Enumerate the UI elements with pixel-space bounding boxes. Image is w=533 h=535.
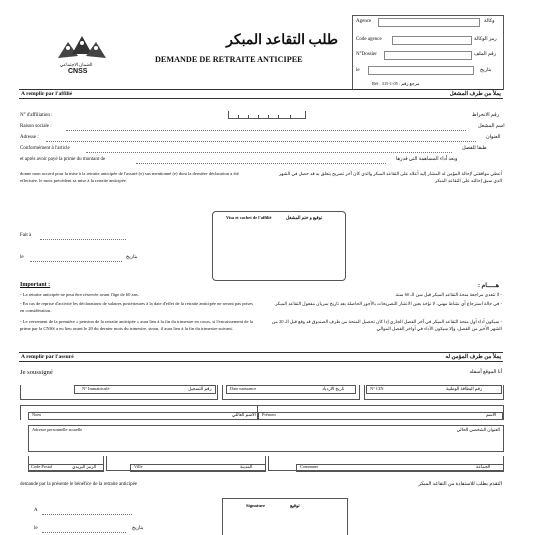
apres-avoir-label-ar: وبعد أداء المساهمة التي قدرها (396, 157, 458, 162)
section-assure-header (19, 352, 503, 362)
prenom-label: Prénom (262, 412, 276, 417)
agency-label-ar: وكالة (484, 19, 495, 24)
immatriculation-label: N° Immatriculé (82, 386, 110, 391)
important-item-fr-1: - La retraite anticipée ne peut être réservée avant l'âge de 60 ans. (20, 292, 139, 297)
section-assure-title: A remplir par l'assuré (21, 353, 74, 360)
logo-cnss: CNSS (68, 68, 88, 75)
fait-a-label: Fait à (20, 233, 32, 238)
a-label: A (34, 508, 38, 513)
fait-a-field[interactable] (40, 239, 126, 240)
commune-label: Commune (300, 464, 319, 469)
digit-separator (278, 115, 279, 119)
prenom-label-ar: الاسم (486, 412, 497, 417)
section-affilie-header (19, 89, 503, 99)
le2-label-ar: بتاريخ (132, 526, 144, 531)
agency-label: Agence (356, 19, 372, 24)
important-item-ar-2: - في حالة استرجاع أي نشاط مهني، لا تؤخذ بعين الاعتبار التصريحات بالأجور الحاصلة بعد تاريخ سريان مفعول التقاعد المبكر. (274, 301, 502, 306)
conformement-label: Conformément à l'article (20, 146, 70, 151)
apres-avoir-label: et après avoir payé la prime du montant de (20, 157, 106, 162)
demande-text: demande par la présente le bénéfice de la retraite anticipée (20, 482, 138, 487)
date-field[interactable] (368, 66, 474, 75)
important-item-ar-1: - لا تتعدى مراجعة منحة التقاعد المبكر قبل سن الـ 60 سنة. (394, 292, 502, 297)
date-naissance-label: Date naissance (230, 386, 257, 391)
digit-separator (268, 115, 269, 119)
dossier-label-ar: رقم الملف (474, 52, 497, 57)
raison-sociale-label-ar: اسم المشغل (478, 124, 505, 129)
section-assure-title-ar: يملأ من طرف المؤمن له (445, 353, 501, 360)
digit-separator (258, 115, 259, 119)
ville-label-ar: المدينة (240, 464, 253, 469)
reference: Réf : 315-1-05 : مرجع رقم (372, 81, 420, 86)
nom-caption-box (28, 412, 258, 420)
code-agence-field[interactable] (392, 36, 472, 45)
le-label: le (20, 255, 24, 260)
le2-date-field[interactable] (42, 532, 126, 533)
conformement-field[interactable] (86, 152, 452, 153)
nom-label: Nom (32, 412, 41, 417)
visa-label-ar: توقيع و ختم المشغل (286, 215, 323, 220)
adresse-personnelle-label-ar: العنوان الشخصي الحالي (456, 427, 500, 432)
dossier-field[interactable] (384, 51, 472, 60)
visa-cachet-box[interactable] (212, 211, 346, 281)
le2-label: le (34, 526, 38, 531)
immatriculation-label-ar: رقم التسجيل (188, 386, 212, 391)
code-agence-label: Code agence (356, 37, 382, 42)
montant-field[interactable] (136, 163, 386, 164)
commune-label-ar: الجماعة (476, 464, 491, 469)
le-label-ar: بتاريخ (126, 255, 138, 260)
n-affiliation-field[interactable] (228, 111, 306, 119)
digit-separator (248, 115, 249, 119)
ville-label: Ville (134, 464, 143, 469)
raison-sociale-field[interactable] (66, 130, 466, 131)
je-soussigne-label-ar: أنا الموقع أسفله (469, 370, 502, 375)
cin-label: N° CIN (370, 386, 384, 391)
le-date-field[interactable] (30, 261, 122, 262)
date-naissance-label-ar: تاريخ الازدياد (322, 386, 345, 391)
prenom-caption-box (258, 412, 503, 420)
code-agence-label-ar: رمز الوكالة (474, 37, 497, 42)
agency-field[interactable] (378, 18, 480, 27)
important-item-ar-3: - سيكون أداء أول منحة التقاعد المبكر في آخر الفصل الجاري إذا كان تحصيل المنحة من طرف الصندوق قد وقع قبل الـ 20 من الشهر الأخير من الفصل، وإلا سيكون الأداء في أواخر الفصل الموالي. (271, 319, 502, 331)
date-label: le (356, 68, 360, 73)
code-postal-label: Code Postal (31, 464, 53, 469)
code-postal-label-ar: الرمز البريدي (72, 464, 97, 469)
dossier-label: N°Dossier (356, 52, 377, 57)
raison-sociale-label: Raison sociale : (20, 124, 52, 129)
accord-text-fr: donne mon accord pour la mise à la retraite anticipée de l'assuré (e) sus mentionné (e) dont la dernière déclaration a été effectuée, le mois précédent sa mise à la retraite anticipée. (20, 171, 239, 183)
important-item-fr-3: - Le versement de la première « pension de la retraite anticipée » aura lieu à la fin du trimestre en cours, si l'encaissement de la prime par la CNSS a eu lieu avant le 20 du dernier mois du trimestre, sinon, il aura lieu à la fin du trimestre suivant. (20, 319, 253, 331)
date-label-ar: بتاريخ (480, 68, 492, 73)
adresse-personnelle-label: Adresse personnelle actuelle (32, 427, 83, 432)
title-arabic: طلب التقاعد المبكر (226, 33, 338, 48)
demande-text-ar: التقدم بطلب للاستفادة من التقاعد المبكر (418, 482, 502, 487)
section-affilie-title-ar: يملأ من طرف المشغل (449, 90, 501, 97)
title-french: DEMANDE DE RETRAITE ANTICIPEE (155, 55, 303, 64)
a-field[interactable] (42, 514, 132, 515)
important-item-fr-2: - En cas de reprise d'activité les déclarations de salaires postérieures à la date d'effet de la retraite anticipée ne seront pas prises en considération. (20, 301, 253, 313)
visa-label: Visa et cachet de l'affilié (226, 215, 272, 220)
accord-text-ar: أعطي موافقتي لإحالة المؤمن له المشار إليه أعلاه على التقاعد المبكر والذي كان آخر تصريح يتعلق به قد حصل في الشهر الذي سبق إحالته على التقاعد المبكر (278, 171, 502, 183)
nom-label-ar: الاسم العائلي (232, 412, 256, 417)
commune-caption-box (296, 464, 504, 472)
important-title: Important : (20, 282, 51, 288)
adresse-field[interactable] (46, 141, 476, 142)
digit-separator (290, 115, 291, 119)
cin-label-ar: رقم البطاقة الوطنية (446, 386, 482, 391)
n-affiliation-label-ar: رقم الانخراط (472, 113, 500, 118)
n-affiliation-label: N° d'affiliation : (20, 113, 53, 118)
adresse-label: Adresse : (20, 135, 39, 140)
digit-separator (238, 115, 239, 119)
signature-label: Signature (246, 503, 266, 508)
signature-box[interactable] (222, 498, 348, 535)
conformement-label-ar: طبقا للفصل (462, 146, 487, 151)
je-soussigne-label: Je soussigné (20, 369, 53, 376)
section-affilie-title: A remplir par l'affilié (21, 90, 73, 97)
signature-label-ar: توقيع (290, 503, 300, 508)
logo-arabic: الضمان الاجتماعي (60, 62, 93, 67)
important-title-ar: هـــــام : (478, 283, 499, 289)
adresse-label-ar: العنوان (486, 135, 501, 140)
